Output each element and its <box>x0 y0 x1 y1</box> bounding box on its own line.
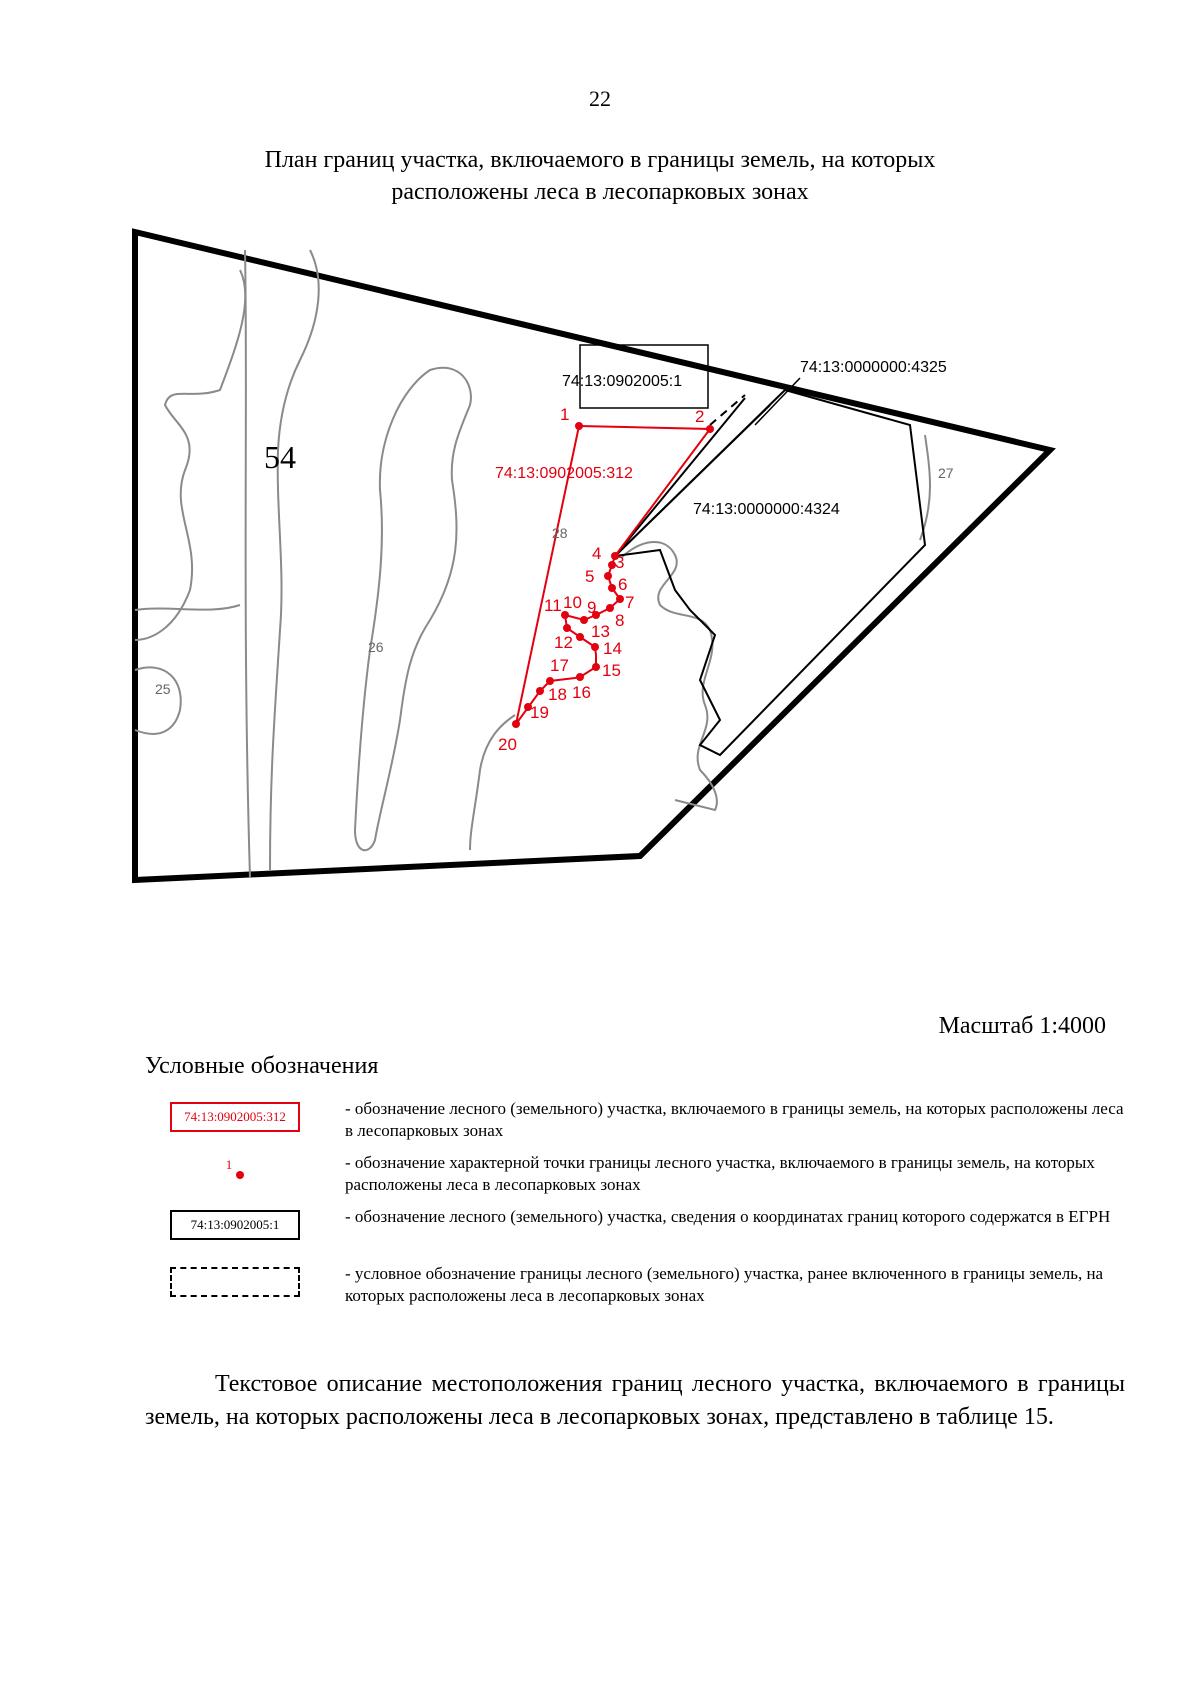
parcel-label-4325: 74:13:0000000:4325 <box>800 359 947 376</box>
point-label: 3 <box>615 553 625 572</box>
legend-symbol-red-box: 74:13:0902005:312 <box>170 1102 300 1132</box>
legend-text: - обозначение характерной точки границы лесного участка, включаемого в границы земель, на которых расположены леса в лесопарковых зонах <box>345 1153 1095 1194</box>
legend-symbol-black-box: 74:13:0902005:1 <box>170 1210 300 1240</box>
block-number: 25 <box>155 681 171 697</box>
block-number: 26 <box>368 639 384 655</box>
point-label: 8 <box>615 611 625 630</box>
point-marker <box>561 611 569 619</box>
contour-line <box>135 605 240 610</box>
contour-line <box>135 667 181 734</box>
title-line-2: расположены леса в лесопарковых зонах <box>391 179 809 205</box>
description-paragraph: Текстовое описание местоположения границ лесного участка, включаемого в границы земель, на которых расположены леса в лесопарковых зонах, представлено в таблице 15. <box>145 1371 1125 1430</box>
block-number: 28 <box>552 525 568 541</box>
page-number: 22 <box>589 86 611 111</box>
point-marker <box>575 422 583 430</box>
point-marker <box>616 595 624 603</box>
point-label: 6 <box>618 575 628 594</box>
boundary-map <box>130 210 1130 990</box>
contour-line <box>245 250 250 878</box>
point-marker <box>706 425 714 433</box>
legend-item-red-parcel <box>170 1098 1130 1148</box>
contour-line <box>135 270 245 640</box>
legend-text: - обозначение лесного (земельного) участка, включаемого в границы земель, на которых расположены леса в лесопарковых зонах <box>345 1099 1124 1140</box>
legend-heading: Условные обозначения <box>145 1053 379 1079</box>
strip-parcel-4325-edge <box>615 398 745 556</box>
point-marker <box>546 677 554 685</box>
point-marker <box>591 643 599 651</box>
point-marker <box>512 720 520 728</box>
point-marker <box>563 624 571 632</box>
point-label: 15 <box>602 661 621 680</box>
legend-symbol-point <box>170 1156 300 1186</box>
point-label: 16 <box>572 683 591 702</box>
point-marker <box>592 663 600 671</box>
legend-item-point <box>170 1152 1130 1202</box>
map-scale: Масштаб 1:4000 <box>938 1013 1106 1039</box>
parcel-label-4324: 74:13:0000000:4324 <box>693 501 840 518</box>
contour-line <box>622 542 717 810</box>
point-marker <box>604 572 612 580</box>
point-label: 17 <box>550 656 569 675</box>
strip-parcel-4324 <box>615 390 925 755</box>
contour-line <box>355 368 471 851</box>
point-label: 9 <box>587 598 597 617</box>
block-number: 27 <box>938 465 954 481</box>
point-label: 20 <box>498 735 517 754</box>
point-label: 10 <box>563 593 582 612</box>
legend-item-previous-boundary <box>170 1263 1130 1313</box>
legend-item-egrn-parcel <box>170 1206 1130 1256</box>
parcel-label-312: 74:13:0902005:312 <box>495 465 633 482</box>
quarter-number: 54 <box>264 439 296 475</box>
point-label: 18 <box>548 685 567 704</box>
point-marker <box>608 584 616 592</box>
point-marker <box>576 673 584 681</box>
legend-symbol-dashed-box <box>170 1267 300 1297</box>
legend-text: - условное обозначение границы лесного (земельного) участка, ранее включенного в границы земель, на которых расположены леса в лесопарковых зонах <box>345 1264 1104 1305</box>
red-dot-icon <box>236 1171 244 1179</box>
point-label: 7 <box>625 593 635 612</box>
point-label: 11 <box>544 596 562 615</box>
point-label: 13 <box>591 622 610 641</box>
title-line-1: План границ участка, включаемого в границы земель, на которых <box>264 147 936 173</box>
point-marker <box>536 687 544 695</box>
contour-line <box>270 250 319 870</box>
legend-point-label: 1 <box>225 1157 233 1172</box>
point-label: 4 <box>592 544 602 563</box>
point-label: 5 <box>585 567 595 586</box>
point-label: 12 <box>554 633 573 652</box>
point-marker <box>576 633 584 641</box>
point-label: 14 <box>603 639 622 658</box>
point-label: 19 <box>530 703 549 722</box>
point-labels <box>498 405 704 754</box>
point-label: 2 <box>695 407 705 426</box>
point-label: 1 <box>560 405 570 424</box>
page-title <box>150 144 1050 208</box>
point-marker <box>606 604 614 612</box>
parcel-label-0902005-1: 74:13:0902005:1 <box>562 373 683 390</box>
point-marker <box>580 616 588 624</box>
legend-text: - обозначение лесного (земельного) участка, сведения о координатах границ которого содержатся в ЕГРН <box>345 1207 1111 1226</box>
